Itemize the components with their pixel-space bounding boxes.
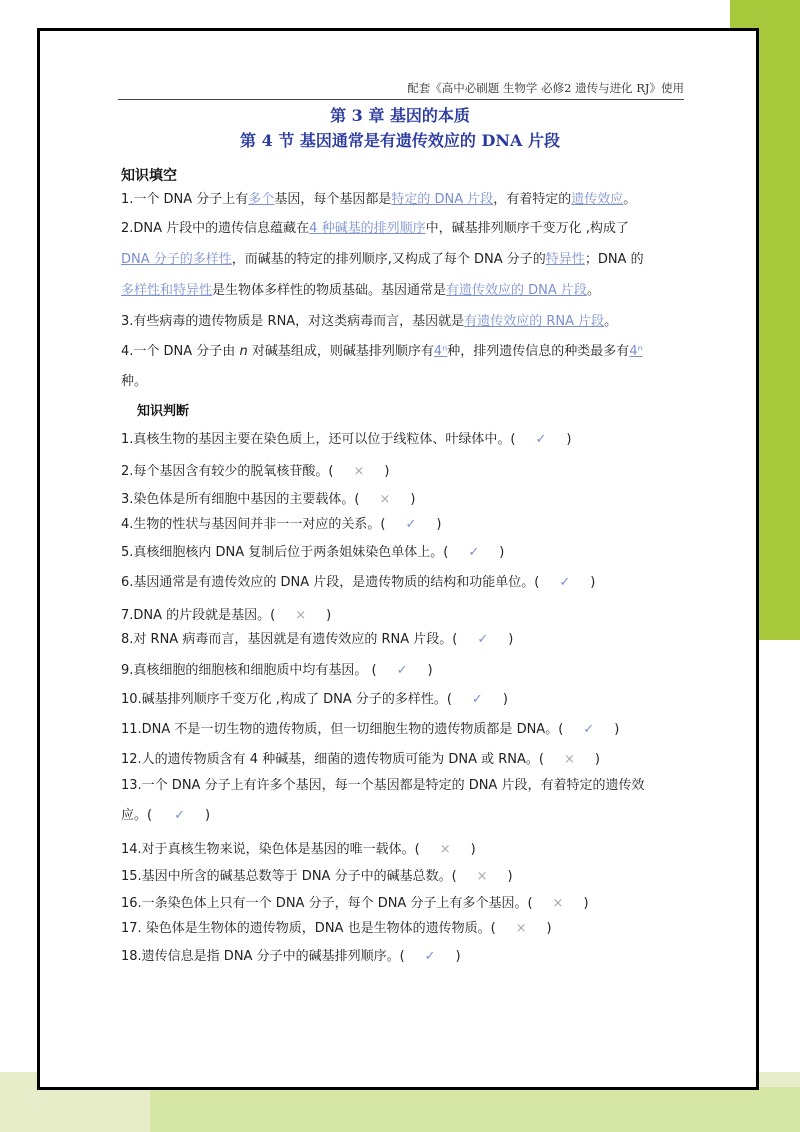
chapter-title: 第 3 章 基因的本质 (330, 106, 470, 125)
judge-item (121, 541, 504, 560)
answer: 特异性 (545, 252, 585, 267)
fill-q3 (121, 310, 617, 329)
judge-text: 应。( (121, 808, 153, 823)
judge-item (121, 659, 433, 678)
answer: DNA 分子的多样性 (121, 252, 232, 267)
check-mark-icon: ✓ (405, 517, 417, 532)
cross-mark-icon: × (552, 896, 564, 911)
judge-text: 11.DNA 不是一切生物的遗传物质，但一切细胞生物的遗传物质都是 DNA。( (121, 722, 564, 737)
judge-item (121, 513, 441, 532)
judge-paren: ) (594, 752, 600, 767)
judge-item (121, 892, 589, 911)
check-mark-icon: ✓ (583, 722, 595, 737)
cross-mark-icon: × (353, 464, 365, 479)
judge-text: 14.对于真核生物来说，染色体是基因的唯一载体。( (121, 842, 420, 857)
judge-text: 2.每个基因含有较少的脱氧核苷酸。( (121, 464, 334, 479)
judge-text: 12.人的遗传物质含有 4 种碱基，细菌的遗传物质可能为 DNA 或 RNA。( (121, 752, 544, 767)
judge-text: 9.真核细胞的细胞核和细胞质中均有基因。 ( (121, 663, 377, 678)
judge-paren: ) (614, 722, 620, 737)
judge-item (121, 804, 210, 823)
judge-item (121, 917, 552, 936)
text: 。 (586, 283, 600, 298)
judge-paren: ) (410, 492, 416, 507)
judge-item (121, 604, 331, 623)
judge-paren: ) (507, 869, 513, 884)
answer: 多个 (248, 192, 275, 207)
judge-text: 13.一个 DNA 分子上有许多个基因，每一个基因都是特定的 DNA 片段，有着特定的遗传效 (121, 778, 645, 793)
text: ，有着特定的 (493, 192, 572, 207)
judge-item (121, 718, 619, 737)
check-mark-icon: ✓ (477, 632, 489, 647)
judge-paren: ) (546, 921, 552, 936)
fill-q2 (121, 217, 629, 236)
answer: 有遗传效应的 DNA 片段 (446, 283, 587, 298)
text: 2.DNA 片段中的遗传信息蕴藏在 (121, 221, 310, 236)
judge-paren: ) (436, 517, 442, 532)
check-mark-icon: ✓ (471, 692, 483, 707)
answer: 多样性和特异性 (121, 283, 213, 298)
judge-item (121, 628, 513, 647)
judge-paren: ) (470, 842, 476, 857)
variable-n: n (239, 344, 248, 359)
answer: 特定的 DNA 片段 (391, 192, 494, 207)
judge-paren: ) (590, 575, 596, 590)
text: 中，碱基排列顺序千变万化 ,构成了 (425, 221, 629, 236)
judge-text: 18.遗传信息是指 DNA 分子中的碱基排列顺序。( (121, 949, 405, 964)
fill-heading: 知识填空 (121, 168, 177, 184)
judge-text: 7.DNA 的片段就是基因。( (121, 608, 276, 623)
judge-item (121, 460, 389, 479)
judge-item (121, 774, 644, 793)
answer: 有遗传效应的 RNA 片段 (464, 314, 605, 329)
text: 种，排列遗传信息的种类最多有 (447, 344, 630, 359)
answer: 4ⁿ (629, 344, 643, 359)
text: 。 (623, 192, 637, 207)
judge-item (121, 428, 571, 447)
judge-text: 16.一条染色体上只有一个 DNA 分子，每个 DNA 分子上有多个基因。( (121, 896, 533, 911)
text: 对碱基组成，则碱基排列顺序有 (251, 344, 434, 359)
judge-heading: 知识判断 (137, 404, 190, 419)
answer: 遗传效应 (571, 192, 624, 207)
judge-paren: ) (384, 464, 390, 479)
judge-text: 5.真核细胞核内 DNA 复制后位于两条姐妹染色单体上。( (121, 545, 449, 560)
check-mark-icon: ✓ (535, 432, 547, 447)
fill-q4 (121, 340, 643, 359)
answer: 4ⁿ (433, 344, 448, 359)
check-mark-icon: ✓ (468, 545, 480, 560)
judge-text: 3.染色体是所有细胞中基因的主要载体。( (121, 492, 360, 507)
text: 。 (604, 314, 618, 329)
judge-item (121, 865, 513, 884)
text: ，而碱基的特定的排列顺序,又构成了每个 DNA 分子的 (231, 252, 546, 267)
fill-q2-cont (121, 248, 644, 267)
judge-item (121, 488, 415, 507)
judge-text: 15.基因中所含的碱基总数等于 DNA 分子中的碱基总数。( (121, 869, 457, 884)
judge-text: 1.真核生物的基因主要在染色质上，还可以位于线粒体、叶绿体中。( (121, 432, 516, 447)
check-mark-icon: ✓ (424, 949, 436, 964)
judge-item (121, 688, 508, 707)
cross-mark-icon: × (563, 752, 575, 767)
check-mark-icon: ✓ (396, 663, 408, 678)
judge-paren: ) (566, 432, 572, 447)
check-mark-icon: ✓ (559, 575, 571, 590)
judge-paren: ) (583, 896, 589, 911)
text: ；DNA 的 (584, 252, 644, 267)
judge-item (121, 571, 595, 590)
check-mark-icon: ✓ (174, 808, 185, 823)
judge-item (121, 945, 461, 964)
cross-mark-icon: × (515, 921, 527, 936)
judge-text: 6.基因通常是有遗传效应的 DNA 片段，是遗传物质的结构和功能单位。( (121, 575, 540, 590)
judge-paren: ) (508, 632, 514, 647)
text: 3.有些病毒的遗传物质是 RNA，对这类病毒而言，基因就是 (121, 314, 465, 329)
text: 1.一个 DNA 分子上有 (121, 192, 249, 207)
judge-paren: ) (326, 608, 332, 623)
fill-q1 (121, 188, 636, 207)
judge-text: 8.对 RNA 病毒而言，基因就是有遗传效应的 RNA 片段。( (121, 632, 458, 647)
answer: 4 种碱基的排列顺序 (309, 221, 426, 236)
text: 是生物体多样性的物质基础。基因通常是 (212, 283, 447, 298)
cross-mark-icon: × (295, 608, 307, 623)
section-title: 第 4 节 基因通常是有遗传效应的 DNA 片段 (240, 131, 560, 150)
cross-mark-icon: × (439, 842, 451, 857)
text: 4.一个 DNA 分子由 (121, 344, 236, 359)
fill-q4-cont: 种。 (121, 374, 148, 389)
judge-item (121, 838, 476, 857)
page-header: 配套《高中必刷题 生物学 必修2 遗传与进化 RJ》使用 (118, 80, 684, 100)
judge-paren: ) (427, 663, 433, 678)
judge-item (121, 748, 600, 767)
text: 基因，每个基因都是 (274, 192, 392, 207)
fill-q2-cont-2 (121, 279, 600, 298)
judge-paren: ) (499, 545, 505, 560)
judge-paren: ) (455, 949, 461, 964)
cross-mark-icon: × (476, 869, 488, 884)
background-green-bottom-2 (150, 1087, 800, 1132)
judge-text: 17. 染色体是生物体的遗传物质，DNA 也是生物体的遗传物质。( (121, 921, 496, 936)
cross-mark-icon: × (379, 492, 391, 507)
judge-text: 4.生物的性状与基因间并非一一对应的关系。( (121, 517, 386, 532)
judge-paren: ) (204, 808, 211, 823)
judge-text: 10.碱基排列顺序千变万化 ,构成了 DNA 分子的多样性。( (121, 692, 452, 707)
judge-paren: ) (502, 692, 508, 707)
